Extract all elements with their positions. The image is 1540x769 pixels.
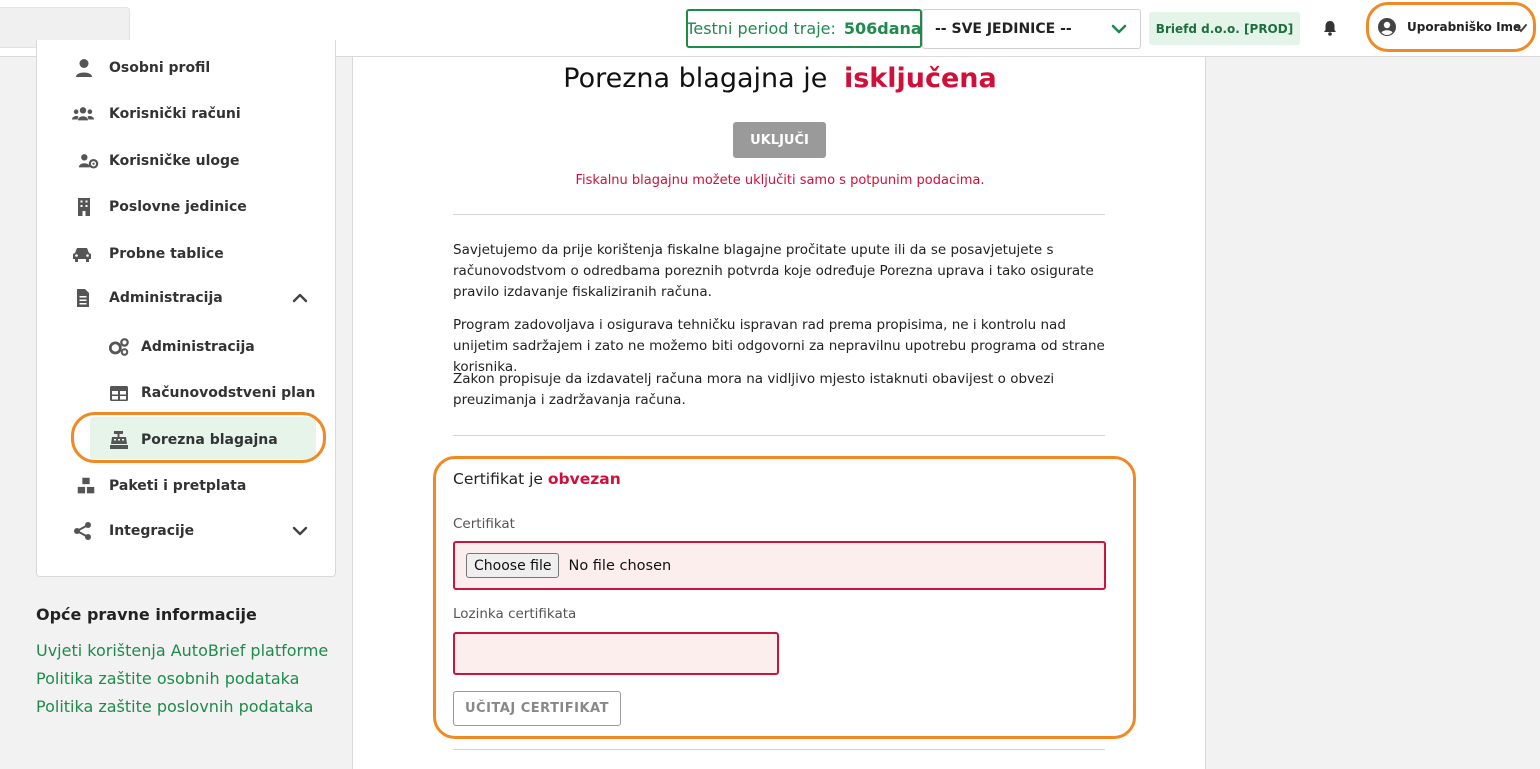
chevron-down-icon bbox=[1513, 20, 1529, 36]
user-menu[interactable] bbox=[1366, 2, 1536, 52]
cubes-icon bbox=[75, 476, 97, 496]
trial-period-badge bbox=[686, 9, 922, 48]
page-title bbox=[353, 63, 1207, 94]
status-badge: isključena bbox=[843, 63, 997, 94]
company-label: Briefd d.o.o. [PROD] bbox=[1155, 21, 1294, 36]
user-icon bbox=[73, 58, 95, 78]
privacy-policy-link[interactable]: Politika zaštite osobnih podataka bbox=[36, 669, 300, 688]
chevron-down-icon bbox=[1110, 20, 1128, 38]
user-avatar-icon bbox=[1377, 17, 1397, 37]
divider bbox=[453, 214, 1105, 215]
sidebar-item-integracije[interactable] bbox=[37, 511, 335, 551]
chevron-down-icon[interactable] bbox=[291, 522, 309, 540]
bell-icon[interactable] bbox=[1321, 19, 1339, 37]
legal-info-title: Opće pravne informacije bbox=[36, 605, 257, 624]
chevron-up-icon[interactable] bbox=[291, 289, 309, 307]
table-icon bbox=[108, 383, 130, 403]
sidebar-item-label: Paketi i pretplata bbox=[109, 478, 247, 494]
info-paragraph: Zakon propisuje da izdavatelj računa mora na vidljivo mjesto istaknuti obavijest o obvezi preuzimanja i zadržavanja računa. bbox=[453, 371, 1055, 408]
choose-file-button[interactable]: Choose file bbox=[466, 553, 559, 578]
password-label: Lozinka certifikata bbox=[453, 606, 577, 622]
sidebar-item-korisnicki-racuni[interactable] bbox=[37, 94, 335, 134]
terms-of-use-link[interactable]: Uvjeti korištenja AutoBrief platforme bbox=[36, 641, 329, 660]
business-data-policy-link[interactable]: Politika zaštite poslovnih podataka bbox=[36, 697, 314, 716]
sidebar-item-label: Probne tablice bbox=[109, 246, 224, 262]
sidebar-item-korisnicke-uloge[interactable] bbox=[37, 141, 335, 181]
certificate-label: Certifikat bbox=[453, 516, 515, 532]
trial-label: Testni period traje: bbox=[686, 19, 836, 38]
enable-warning: Fiskalnu blagajnu možete uključiti samo s potpunim podacima. bbox=[575, 173, 985, 188]
certificate-required-label: obvezan bbox=[547, 470, 621, 488]
document-icon bbox=[72, 288, 94, 308]
info-paragraph: Savjetujemo da prije korištenja fiskalne blagajne pročitate upute ili da se posavjetujete s računovodstvom o odredbama poreznih potvrda koje određuje Porezna uprava i tako osigurate pravilo izdavanje fiskaliziranih računa. bbox=[453, 242, 1094, 300]
sidebar-item-osobni-profil[interactable] bbox=[37, 48, 335, 88]
user-name: Uporabniško Ime bbox=[1407, 20, 1522, 34]
sidebar-menu bbox=[36, 40, 336, 577]
cogs-icon bbox=[108, 337, 130, 357]
sidebar-item-label: Korisnički računi bbox=[109, 106, 241, 122]
sidebar-item-label: Porezna blagajna bbox=[141, 432, 278, 448]
sidebar-item-paketi-i-pretplata[interactable] bbox=[37, 466, 335, 506]
sidebar-item-label: Korisničke uloge bbox=[109, 153, 240, 169]
enable-button[interactable]: UKLJUČI bbox=[733, 122, 826, 158]
building-icon bbox=[73, 197, 95, 217]
sidebar-item-poslovne-jedinice[interactable] bbox=[37, 187, 335, 227]
business-unit-select[interactable] bbox=[922, 9, 1141, 49]
share-icon bbox=[72, 521, 94, 541]
sidebar-item-administracija[interactable] bbox=[37, 278, 335, 318]
divider bbox=[453, 749, 1105, 750]
status-prefix: Porezna blagajna je bbox=[563, 63, 828, 94]
main-panel bbox=[352, 57, 1206, 769]
sidebar-item-label: Poslovne jedinice bbox=[109, 199, 247, 215]
divider bbox=[453, 435, 1105, 436]
sidebar-item-label: Administracija bbox=[141, 339, 255, 355]
business-unit-select-value: -- SVE JEDINICE -- bbox=[935, 21, 1072, 37]
certificate-password-input[interactable] bbox=[453, 632, 779, 675]
sidebar-subitem-porezna-blagajna[interactable] bbox=[37, 420, 335, 460]
sidebar-item-probne-tablice[interactable] bbox=[37, 234, 335, 274]
certificate-title-prefix: Certifikat je bbox=[453, 470, 543, 488]
company-button[interactable] bbox=[1149, 12, 1300, 45]
car-icon bbox=[71, 244, 93, 264]
load-certificate-button[interactable]: UČITAJ CERTIFIKAT bbox=[453, 691, 621, 726]
users-cog-icon bbox=[77, 151, 99, 171]
info-paragraph: Program zadovoljava i osigurava tehničku ispravan rad prema propisima, ne i kontrolu nad unijetim sadržajem i zato ne možemo biti odgovorni za nepravilnu upotrebu programa od strane korisnika. bbox=[453, 317, 1105, 375]
sidebar-item-label: Računovodstveni plan bbox=[141, 385, 316, 401]
users-icon bbox=[72, 104, 94, 124]
sidebar-item-label: Osobni profil bbox=[109, 60, 211, 76]
sidebar-subitem-administracija[interactable] bbox=[37, 327, 335, 367]
sidebar-item-label: Administracija bbox=[109, 290, 223, 306]
sidebar-subitem-racunovodstveni-plan[interactable] bbox=[37, 373, 335, 413]
certificate-title bbox=[453, 470, 621, 488]
sidebar-item-label: Integracije bbox=[109, 523, 195, 539]
file-status-text: No file chosen bbox=[568, 557, 672, 574]
trial-value: 506dana bbox=[843, 19, 922, 38]
cash-register-icon bbox=[108, 430, 130, 450]
certificate-file-input[interactable] bbox=[453, 541, 1106, 590]
